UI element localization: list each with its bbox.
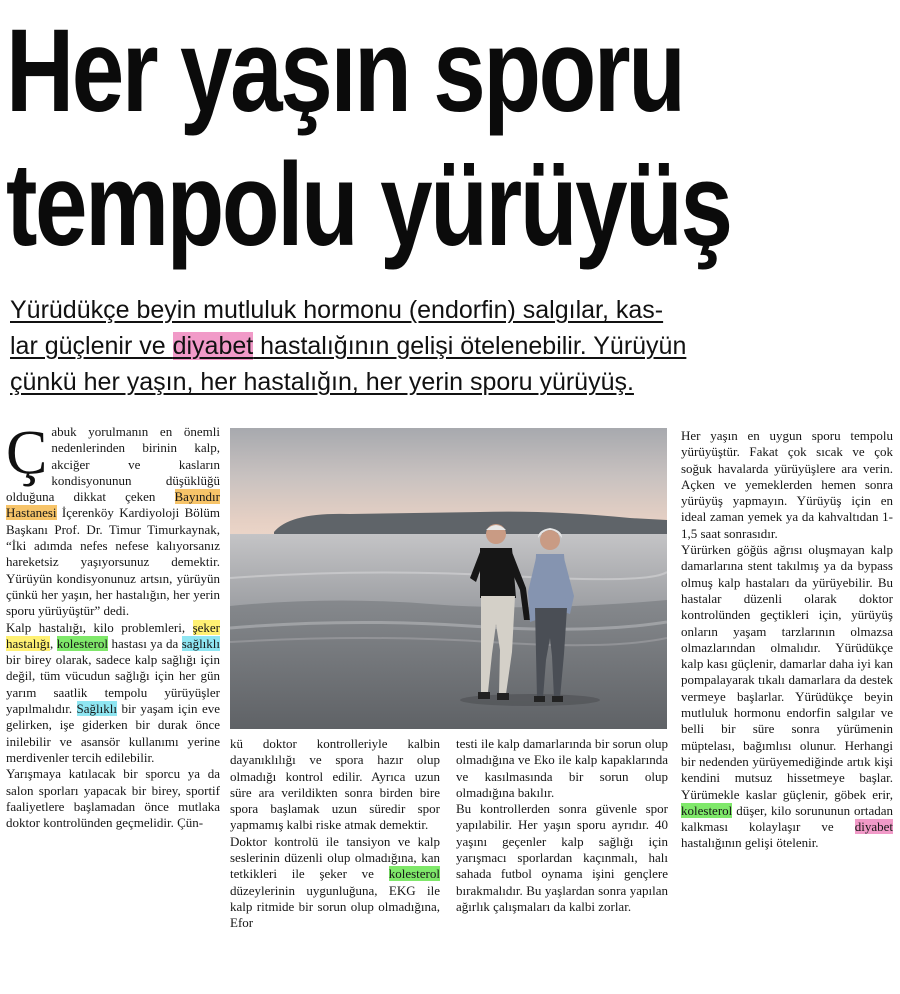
- article-column-4: [681, 428, 893, 852]
- paragraph: Bu kontrollerden sonra güvenle spor yapılabilir. Her yaşın sporu ayrıdır. 40 yaşını geçenler kalp sağlığı için yarışmacı sporlardan kaçınmalı, halı sahada futbol oynama işini gençlere bırakmalıdır. Bu yaşlardan sonra yapılan ağırlık çalışmaları da kalbi zorlar.: [456, 801, 668, 914]
- paragraph-text: Doktor kontrolü ile tansiyon ve kalp seslerinin düzenli olup olmadığına, kan tetkikleri ile şeker ve: [230, 833, 440, 882]
- article-column-1: [6, 419, 221, 831]
- paragraph: testi ile kalp damarlarında bir sorun olup olmadığına ve Eko ile kalp kapaklarında ve kasılmasında bir sorun olup olmadığına bakılır.: [456, 736, 668, 800]
- highlight-diyabet: diyabet: [854, 819, 893, 835]
- subheadline-line-2: [10, 328, 890, 364]
- subheadline: [10, 292, 890, 400]
- subheadline-text: lar güçlenir ve: [10, 332, 173, 360]
- highlight-bayindir-hastanesi: Bayındır Hastanesi: [6, 489, 220, 521]
- subheadline-line-1: Yürüdükçe beyin mutluluk hormonu (endorfin) salgılar, kas-: [10, 296, 664, 324]
- paragraph-text: hastalığının gelişi ötelenir.: [681, 835, 819, 851]
- paragraph: [681, 542, 893, 852]
- paragraph-text: bir yaşam için eve gelirken, işe giderken bir durak önce inilebilir ve asansör kullanımı yerine merdivenler tercih edilebilir.: [6, 701, 220, 765]
- subheadline-line-3: çünkü her yaşın, her hastalığın, her yerin sporu yürüyüş.: [10, 368, 634, 396]
- headline-line-2: tempolu yürüyüş: [6, 139, 731, 271]
- paragraph-text: Kalp hastalığı, kilo problemleri,: [6, 619, 193, 635]
- highlight-kolesterol: kolesterol: [681, 802, 733, 818]
- highlight-saglikli: Sağlıklı: [76, 701, 117, 717]
- paragraph: [6, 620, 220, 767]
- subheadline-text: hastalığının gelişi ötelenebilir. Yürüyün: [253, 332, 687, 360]
- paragraph-text: abuk yorulmanın en önemli nedenlerinden birinin kalp, akciğer ve kasların kondisyonunun düşüklüğü olduğuna dikkat çeken: [6, 424, 220, 505]
- beach-walk-photo: [230, 428, 667, 729]
- headline: [6, 4, 731, 272]
- paragraph-text: düşer, kilo sorununun ortadan kalkması kolaylaşır ve: [681, 802, 893, 835]
- paragraph: kü doktor kontrolleriyle kalbin dayanıklılığı ve spora hazır olup olmadığı kontrol edilir. Ayrıca uzun süre ara verildikten sonra birden bire spora başlamak uzun süredir spor yapmamış kalbi riske atmak demektir.: [230, 736, 440, 833]
- paragraph: Her yaşın en uygun sporu tempolu yürüyüştür. Fakat çok sıcak ve çok soğuk havalarda yürüyüşlere ara verin. Açken ve yemeklerden hemen sonra yürüyüş yapmayın. Yürüyüş için en ideal zaman yemek ya da kahvaltıdan 1-1,5 saat sonrasıdır.: [681, 428, 893, 541]
- article-column-3: [456, 736, 668, 915]
- paragraph-text: İçerenköy Kardiyoloji Bölüm Başkanı Prof. Dr. Timur Timurkaynak, “İki adımda nefes nefese kalıyorsanız hareketsiz yaşıyorsunuz demektir. Yürüyün kondisyonunuz artsın, yürüyün çünkü her yaşın, her hastalığın, her yerin sporu yürüyüştür” dedi.: [6, 505, 220, 619]
- paragraph-text: Yürürken göğüs ağrısı oluşmayan kalp damarlarına stent takılmış ya da bypass olmuş kalp hastaları da yürüyebilir. Bu hastalar düzenli olarak doktor kontrolünden geçtikleri için, yürüyüş onların yaşam tarzlarının olmazsa olmazlarından olmalıdır. Yürüdükçe kalp kası güçlenir, damarlar daha iyi kan pompalayarak tıkalı damarlara da destek vermeye başlarlar. Yürüdükçe beyin mutluluk hormonu endorfin salgılar ve belli bir süre sonra yürümenin müptelası, bağımlısı olunur. Herhangi bir nedenden yürüyemediğinde artık kişi kendini mutsuz hissetmeye başlar. Yürümekle kaslar güçlenir, göbek erir,: [681, 542, 893, 802]
- paragraph: [230, 834, 440, 932]
- headline-line-1: Her yaşın sporu: [6, 5, 684, 137]
- drop-cap: Ç: [6, 419, 48, 487]
- highlight-kolesterol: kolesterol: [388, 866, 440, 882]
- highlight-seker-hastaligi: şeker hastalığı: [6, 619, 220, 651]
- paragraph-text: düzeylerinin uygunluğuna, EKG ile kalp ritmide bir sorun olup olmadığına, Efor: [230, 882, 440, 931]
- paragraph-text: hastası ya da: [108, 635, 182, 651]
- highlight-kolesterol: kolesterol: [56, 635, 109, 651]
- photo-illustration: [230, 428, 667, 729]
- article-column-2: [230, 736, 440, 932]
- paragraph-text: ,: [50, 635, 57, 651]
- highlight-diyabet: diyabet: [172, 332, 254, 360]
- paragraph: [6, 419, 220, 620]
- paragraph: Yarışmaya katılacak bir sporcu ya da salon sporları yapacak bir birey, sportif faaliyetlere başlamadan önce mutlaka doktor kontrolünden geçmelidir. Çün-: [6, 766, 220, 831]
- paragraph-text: bir birey olarak, sadece kalp sağlığı için değil, tüm vücudun sağlığı için her gün yarım saatlik tempolu yürüyüşler yapılmalıdır.: [6, 652, 220, 717]
- highlight-saglikli: sağlıklı: [181, 635, 221, 651]
